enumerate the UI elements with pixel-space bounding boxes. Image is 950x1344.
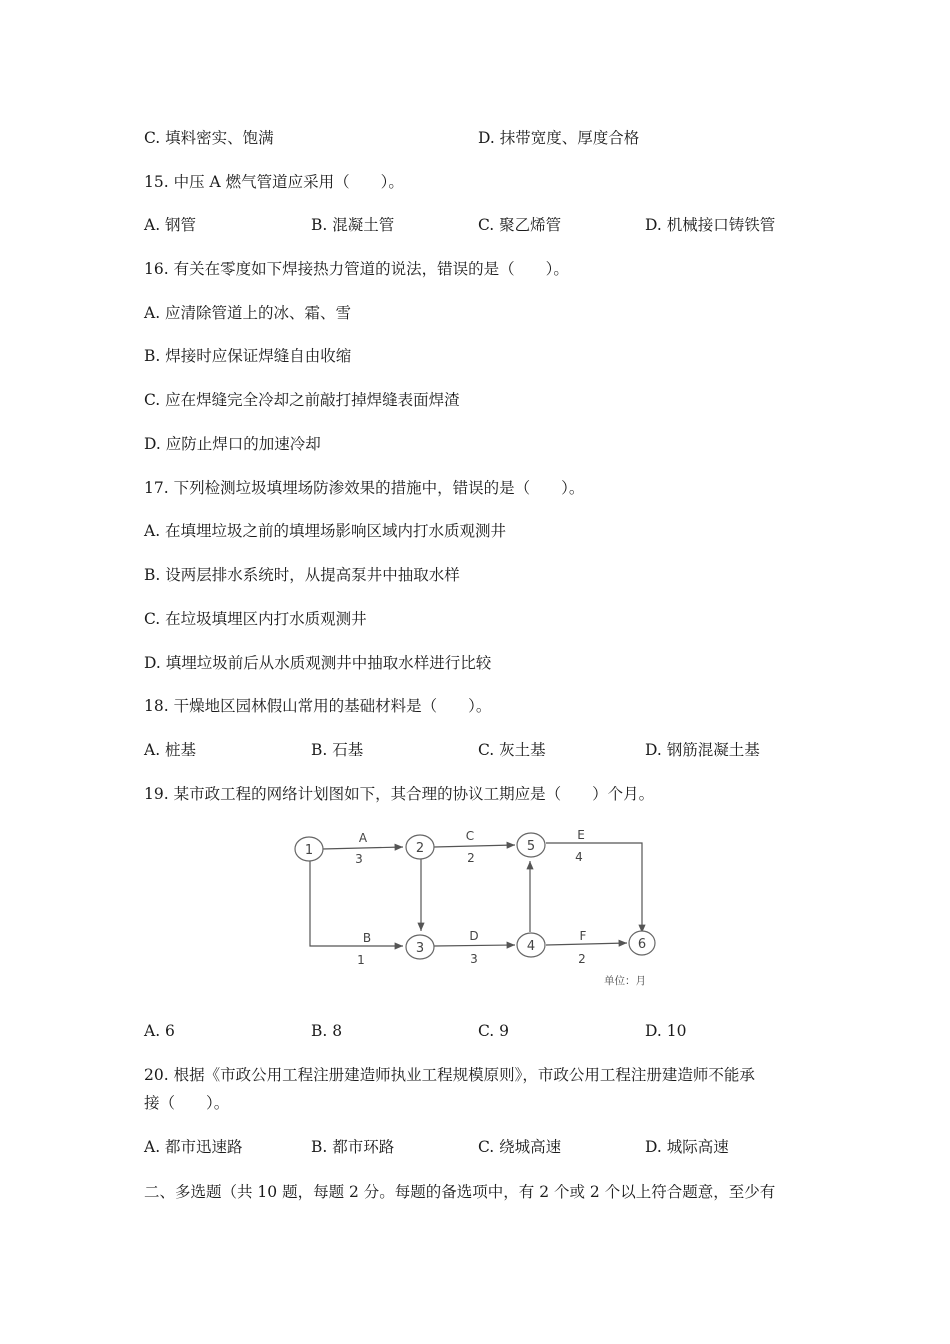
activity-f-duration: 2 [578, 952, 586, 966]
q15-option-b: B. 混凝土管 [311, 216, 395, 234]
q20-option-c: C. 绕城高速 [478, 1138, 562, 1156]
node-5-label: 5 [526, 839, 536, 854]
activity-e-duration: 4 [575, 850, 583, 864]
q16-option-d: D. 应防止焊口的加速冷却 [144, 435, 321, 453]
activity-c-duration: 2 [467, 851, 475, 865]
q17-option-a: A. 在填埋垃圾之前的填埋场影响区域内打水质观测井 [144, 522, 507, 540]
activity-f-name: F [579, 929, 587, 943]
activity-b-duration: 1 [357, 953, 365, 967]
q19-option-d: D. 10 [645, 1022, 687, 1040]
q19-option-a: A. 6 [144, 1022, 175, 1040]
q20-option-a: A. 都市迅速路 [144, 1138, 243, 1156]
node-6-label: 6 [637, 937, 647, 952]
q19-stem: 19. 某市政工程的网络计划图如下，其合理的协议工期应是（ ）个月。 [144, 785, 655, 803]
q18-option-c: C. 灰土基 [478, 741, 546, 759]
q16-option-a: A. 应清除管道上的冰、霜、雪 [144, 304, 352, 322]
q14-option-d: D. 抹带宽度、厚度合格 [478, 129, 640, 147]
node-2-label: 2 [415, 841, 425, 856]
q18-option-a: A. 桩基 [144, 741, 197, 759]
q17-option-d: D. 填埋垃圾前后从水质观测井中抽取水样进行比较 [144, 654, 492, 672]
q18-option-b: B. 石基 [311, 741, 364, 759]
q20-stem-line1: 20. 根据《市政公用工程注册建造师执业工程规模原则》，市政公用工程注册建造师不能承 [144, 1066, 755, 1084]
q14-option-c: C. 填料密实、饱满 [144, 129, 274, 147]
q19-option-b: B. 8 [311, 1022, 343, 1040]
activity-b-name: B [362, 931, 372, 945]
node-3-label: 3 [415, 941, 425, 956]
edge-c-arrow [434, 845, 515, 847]
q20-option-b: B. 都市环路 [311, 1138, 395, 1156]
q16-stem: 16. 有关在零度如下焊接热力管道的说法，错误的是（ ）。 [144, 260, 569, 278]
network-plan-diagram [290, 825, 665, 995]
activity-a-duration: 3 [355, 852, 363, 866]
edge-d-arrow [434, 945, 515, 946]
q17-stem: 17. 下列检测垃圾填埋场防渗效果的措施中，错误的是（ ）。 [144, 479, 585, 497]
q17-option-b: B. 设两层排水系统时，从提高泵井中抽取水样 [144, 566, 460, 584]
q16-option-b: B. 焊接时应保证焊缝自由收缩 [144, 347, 352, 365]
q15-option-c: C. 聚乙烯管 [478, 216, 562, 234]
q15-option-d: D. 机械接口铸铁管 [645, 216, 776, 234]
q15-stem: 15. 中压 A 燃气管道应采用（ ）。 [144, 173, 404, 191]
q20-option-d: D. 城际高速 [645, 1138, 729, 1156]
edge-e-arrow [546, 843, 642, 933]
edge-a-arrow [322, 847, 403, 849]
activity-e-name: E [577, 828, 585, 842]
q18-option-d: D. 钢筋混凝土基 [645, 741, 760, 759]
activity-c-name: C [465, 829, 475, 843]
q20-stem-line2: 接（ ）。 [144, 1094, 230, 1112]
edge-f-arrow [546, 943, 627, 945]
section2-heading: 二、多选题（共 10 题，每题 2 分。每题的备选项中，有 2 个或 2 个以上符合题意，至少有 [144, 1183, 776, 1201]
activity-d-name: D [469, 929, 479, 943]
q18-stem: 18. 干燥地区园林假山常用的基础材料是（ ）。 [144, 697, 492, 715]
activity-d-duration: 3 [470, 952, 478, 966]
node-1-label: 1 [304, 843, 314, 858]
q16-option-c: C. 应在焊缝完全冷却之前敲打掉焊缝表面焊渣 [144, 391, 460, 409]
edge-b-arrow [310, 861, 403, 946]
activity-a-name: A [358, 831, 368, 845]
unit-label: 单位：月 [604, 975, 646, 987]
node-4-label: 4 [526, 939, 536, 954]
q17-option-c: C. 在垃圾填埋区内打水质观测井 [144, 610, 367, 628]
q15-option-a: A. 钢管 [144, 216, 197, 234]
q19-option-c: C. 9 [478, 1022, 510, 1040]
